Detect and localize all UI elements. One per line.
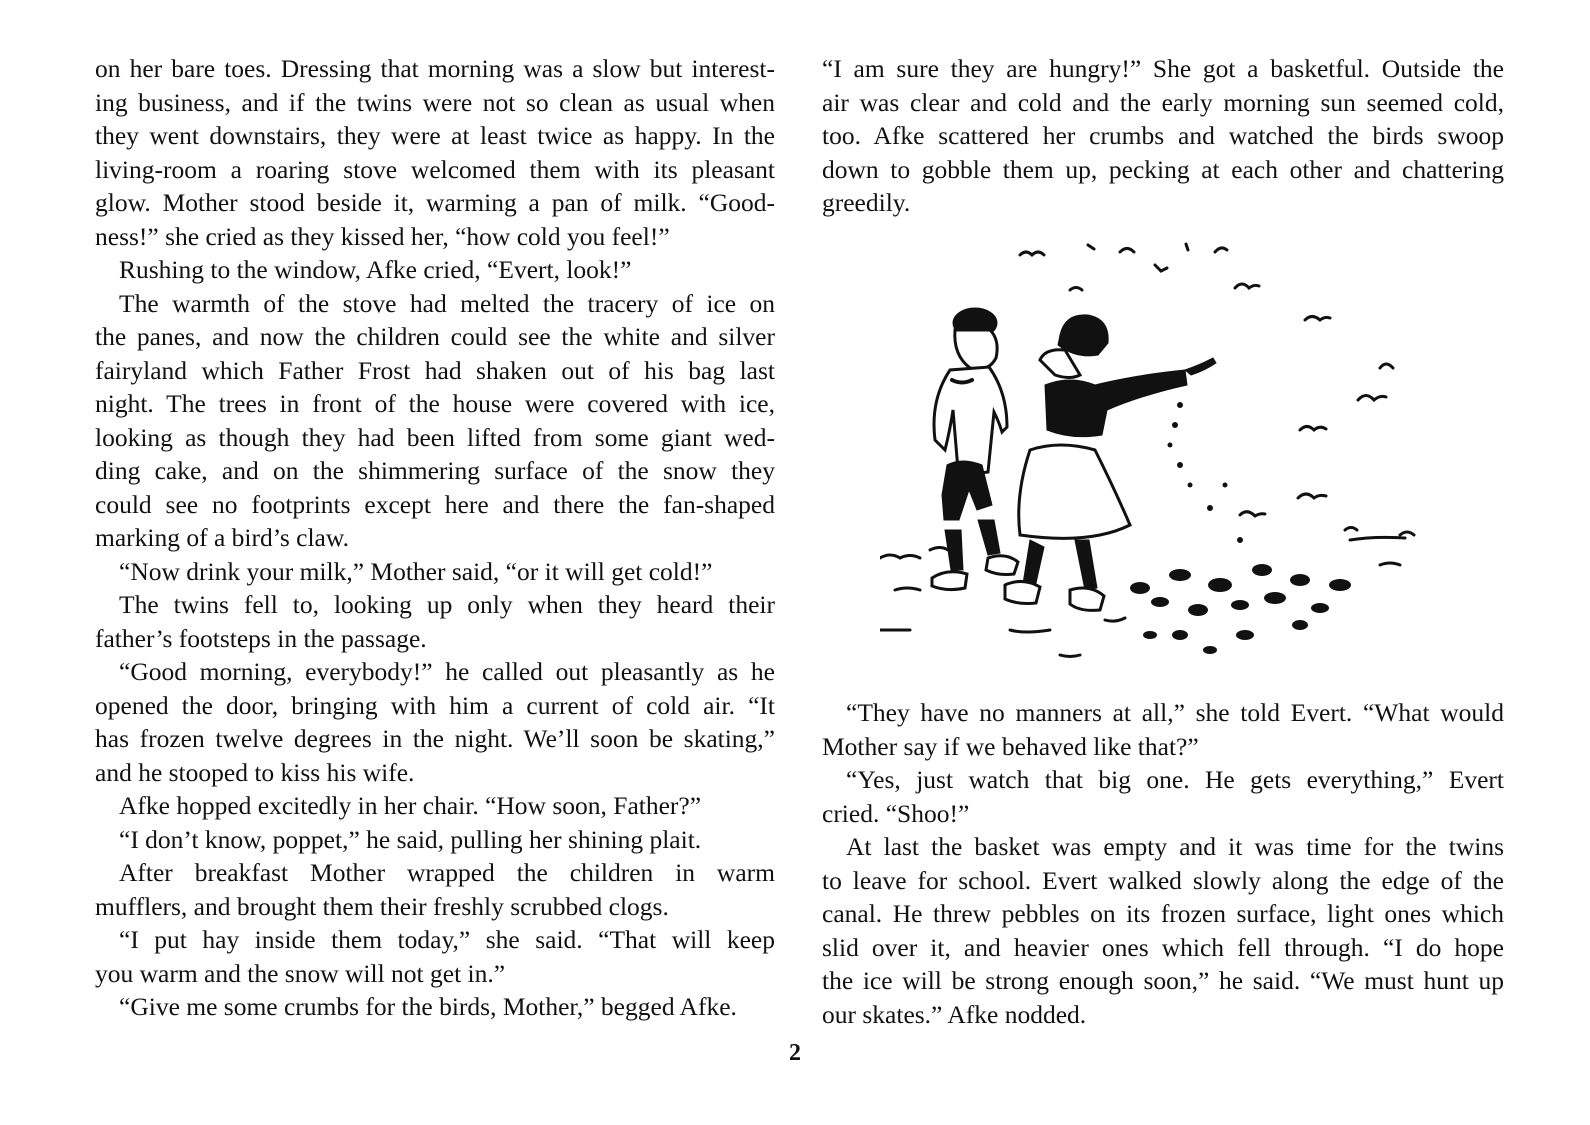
text-line: they went downstairs, they were at least twice as happy. In the [95, 121, 775, 150]
text-line: our skates.” Afke nodded. [822, 999, 1087, 1029]
text-line: greedily. [822, 188, 911, 217]
text-line: the ice will be strong enough soon,” he said. “We must hunt up [822, 966, 1504, 995]
left-text-column [95, 52, 775, 1024]
text-line: night. The trees in front of the house were covered with ice, [95, 389, 775, 418]
text-line: too. Afke scattered her crumbs and watched the birds swoop [822, 121, 1504, 150]
falling-crumbs [1168, 402, 1244, 543]
text-line: down to gobble them up, pecking at each other and chattering [822, 154, 1504, 184]
text-line: cried. “Shoo!” [822, 798, 970, 828]
twins-feeding-birds-illustration [880, 240, 1500, 690]
text-line: slid over it, and heavier ones which fell through. “I do hope [822, 932, 1504, 962]
text-line: “They have no manners at all,” she told Evert. “What would [846, 698, 1504, 727]
text-line: “Yes, just watch that big one. He gets everything,” Evert [846, 765, 1504, 794]
text-line: living-room a roaring stove welcomed them with its pleasant [95, 154, 775, 184]
text-line: “Good morning, everybody!” he called out pleasantly as he [119, 657, 775, 686]
text-line: has frozen twelve degrees in the night. We’ll soon be skating,” [95, 724, 775, 753]
text-line: ding cake, and on the shimmering surface of the snow they [95, 456, 775, 485]
text-line: opened the door, bringing with him a current of cold air. “It [95, 690, 775, 720]
text-line: “I don’t know, poppet,” he said, pulling her shining plait. [119, 824, 702, 854]
text-line: and he stooped to kiss his wife. [95, 757, 415, 787]
text-line: could see no footprints except here and there the fan-shaped [95, 489, 775, 519]
text-line: on her bare toes. Dressing that morning was a slow but interest- [95, 54, 775, 83]
text-line: The warmth of the stove had melted the tracery of ice on [119, 288, 775, 318]
text-line: father’s footsteps in the passage. [95, 623, 427, 653]
text-line: The twins fell to, looking up only when they heard their [119, 590, 775, 619]
text-line: air was clear and cold and the early morning sun seemed cold, [822, 87, 1504, 117]
text-line: marking of a bird’s claw. [95, 523, 349, 552]
text-line: canal. He threw pebbles on its frozen surface, light ones which [822, 899, 1504, 928]
text-line: mufflers, and brought them their freshly scrubbed clogs. [95, 891, 669, 921]
text-line: looking as though they had been lifted from some giant wed- [95, 422, 775, 452]
ground-birds-flock [1130, 564, 1351, 654]
text-line: to leave for school. Evert walked slowly along the edge of the [822, 865, 1504, 895]
text-line: Rushing to the window, Afke cried, “Evert, look!” [119, 255, 632, 284]
text-line: “I put hay inside them today,” she said. “That will keep [119, 925, 775, 954]
text-line: the panes, and now the children could see the white and silver [95, 322, 775, 351]
text-line: you warm and the snow will not get in.” [95, 958, 506, 988]
text-line: “Give me some crumbs for the birds, Mother,” begged Afke. [119, 992, 737, 1021]
text-line: Afke hopped excitedly in her chair. “How soon, Father?” [119, 791, 702, 820]
text-line: After breakfast Mother wrapped the children in warm [119, 858, 775, 887]
text-line: fairyland which Father Frost had shaken out of his bag last [95, 355, 775, 385]
text-line: “I am sure they are hungry!” She got a basketful. Outside the [822, 54, 1504, 83]
right-text-column-top [822, 52, 1504, 220]
text-line: ing business, and if the twins were not so clean as usual when [95, 87, 775, 117]
text-line: Mother say if we behaved like that?” [822, 731, 1199, 761]
right-text-column-bottom [822, 696, 1504, 1031]
text-line: At last the basket was empty and it was time for the twins [846, 832, 1504, 861]
text-line: ness!” she cried as they kissed her, “how cold you feel!” [95, 221, 670, 251]
text-line: glow. Mother stood beside it, warming a pan of milk. “Good- [95, 188, 775, 217]
text-line: “Now drink your milk,” Mother said, “or it will get cold!” [119, 556, 713, 586]
girl-figure [1005, 315, 1216, 611]
page-number: 2 [789, 1040, 801, 1066]
